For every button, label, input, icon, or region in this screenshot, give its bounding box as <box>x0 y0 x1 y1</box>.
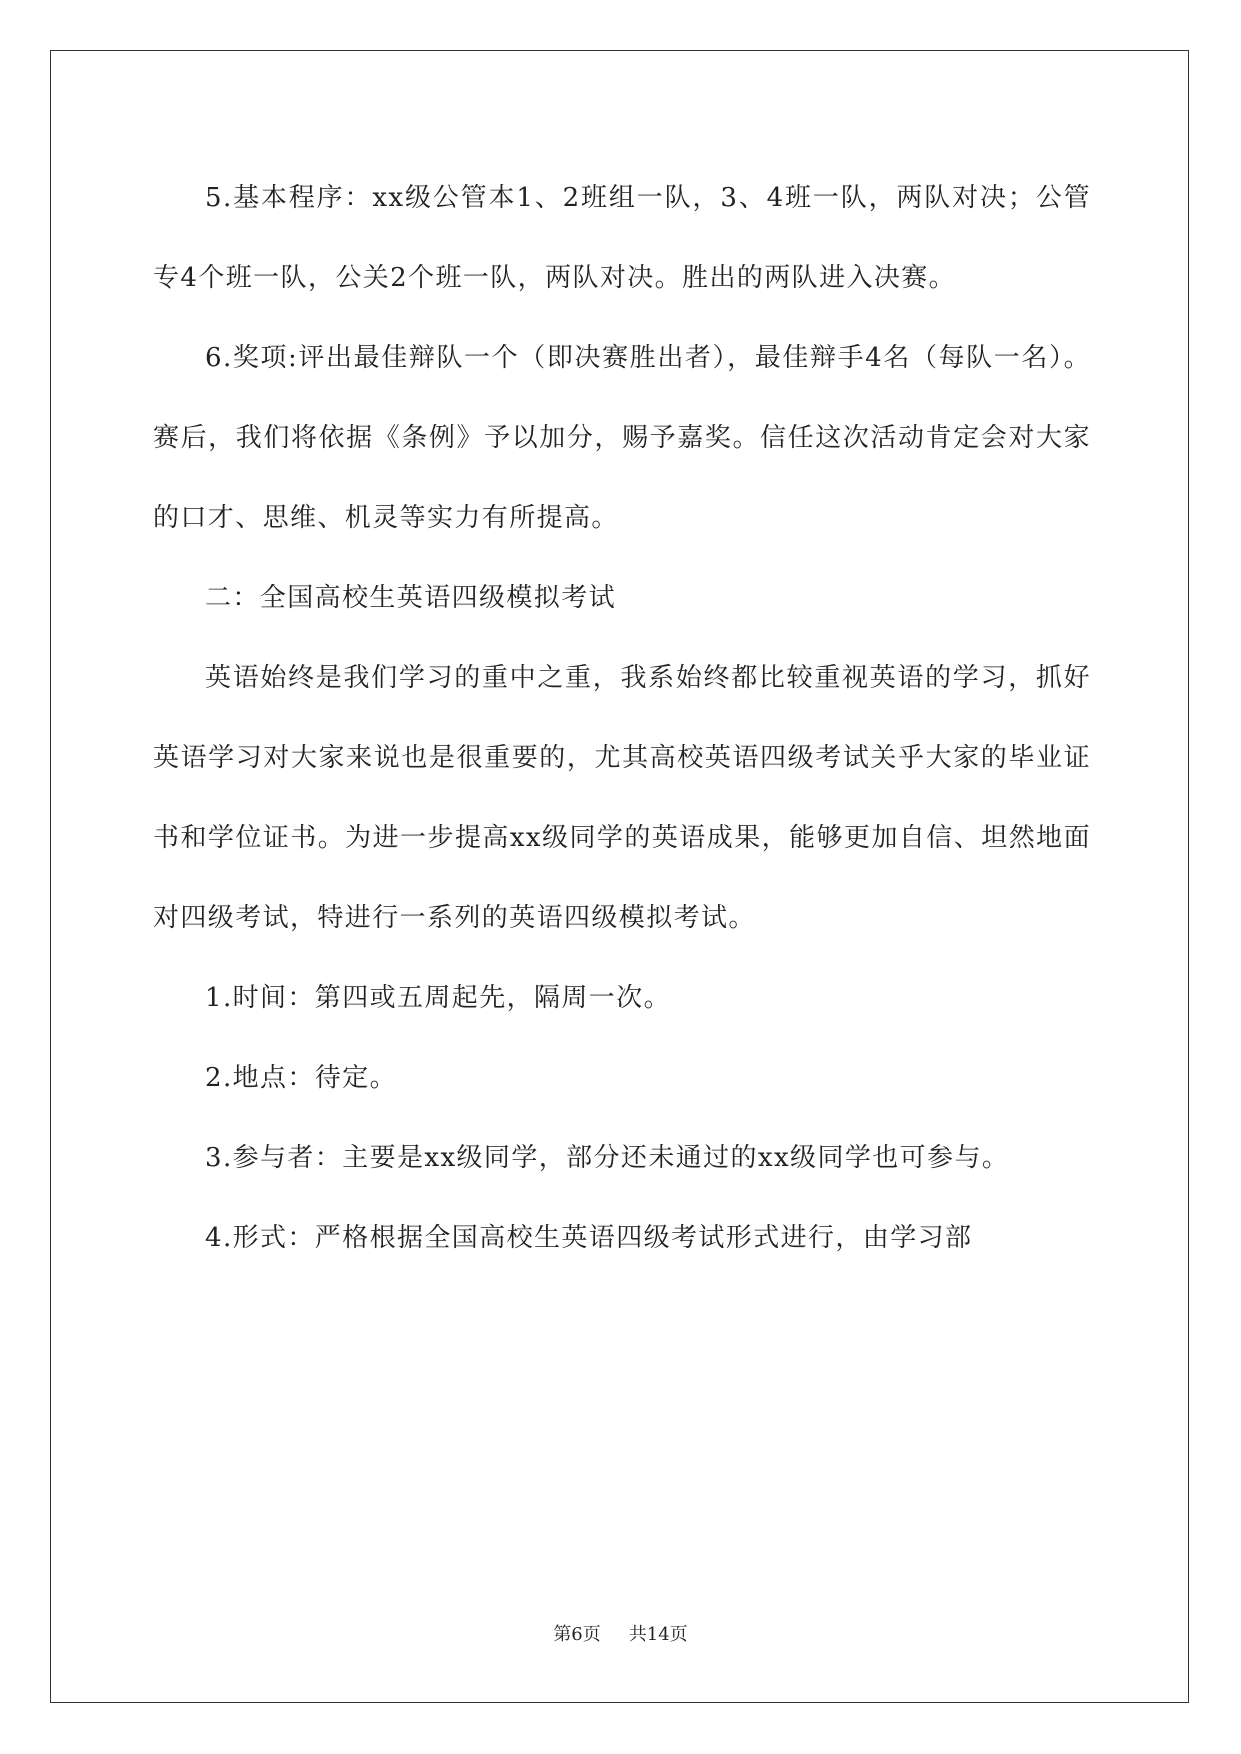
paragraph-cet4-intro: 英语始终是我们学习的重中之重，我系始终都比较重视英语的学习，抓好英语学习对大家来说也是很重要的，尤其高校英语四级考试关乎大家的毕业证书和学位证书。为进一步提高xx级同学的英语成果，能够更加自信、坦然地面对四级考试，特进行一系列的英语四级模拟考试。 <box>153 663 1091 933</box>
paragraph-time: 1.时间：第四或五周起先，隔周一次。 <box>205 983 672 1013</box>
paragraph-procedure: 5.基本程序：xx级公管本1、2班组一队，3、4班一队，两队对决；公管专4个班一队，公关2个班一队，两队对决。胜出的两队进入决赛。 <box>153 183 1091 293</box>
paragraph-awards: 6.奖项:评出最佳辩队一个（即决赛胜出者），最佳辩手4名（每队一名）。赛后，我们将依据《条例》予以加分，赐予嘉奖。信任这次活动肯定会对大家的口才、思维、机灵等实力有所提高。 <box>153 343 1091 533</box>
page-footer <box>0 1620 1241 1646</box>
page-total: 共14页 <box>628 1624 688 1645</box>
page-number: 第6页 <box>553 1624 601 1645</box>
document-body <box>153 158 1091 1278</box>
paragraph-participants: 3.参与者：主要是xx级同学，部分还未通过的xx级同学也可参与。 <box>205 1143 1010 1173</box>
paragraph-location: 2.地点：待定。 <box>205 1063 398 1093</box>
section-heading-cet4-mock: 二：全国高校生英语四级模拟考试 <box>205 583 617 613</box>
paragraph-format: 4.形式：严格根据全国高校生英语四级考试形式进行，由学习部 <box>205 1223 973 1253</box>
